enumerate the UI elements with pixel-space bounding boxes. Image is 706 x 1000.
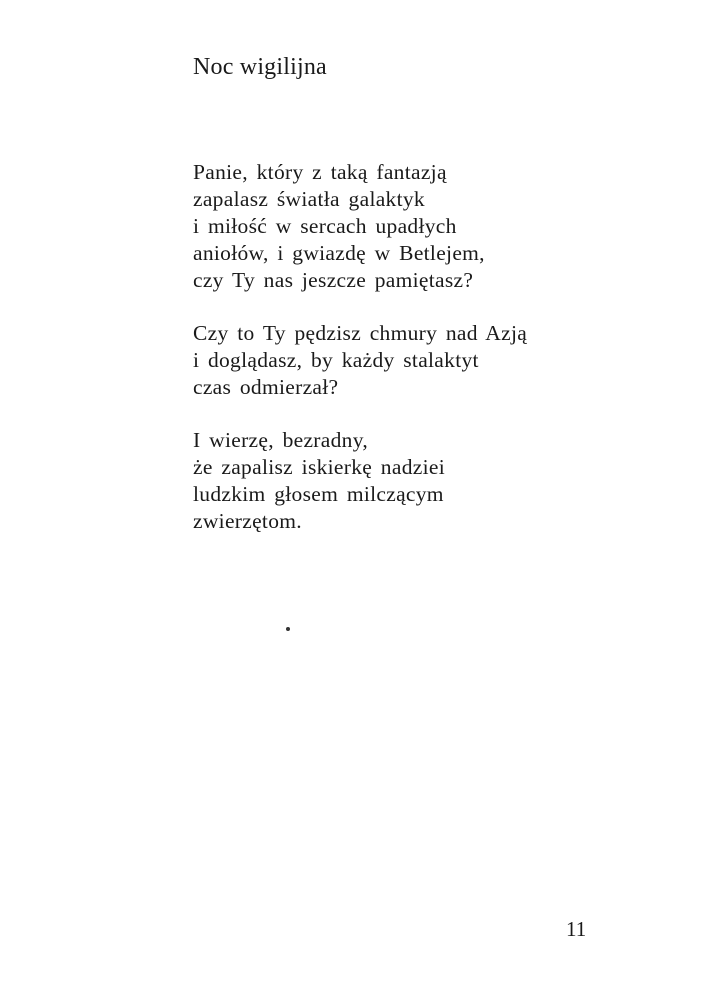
poem-line: i miłość w sercach upadłych (193, 214, 457, 238)
poem-line: aniołów, i gwiazdę w Betlejem, (193, 241, 485, 265)
poem-line: że zapalisz iskierkę nadziei (193, 455, 445, 479)
poem-line: czas odmierzał? (193, 375, 339, 399)
poem-line: Panie, który z taką fantazją (193, 160, 447, 184)
poem-line: zapalasz światła galaktyk (193, 187, 425, 211)
stanza-2 (193, 320, 527, 401)
poem-line: I wierzę, bezradny, (193, 428, 369, 452)
stanza-3 (193, 427, 445, 535)
poem-title: Noc wigilijna (193, 54, 327, 80)
poem-line: ludzkim głosem milczącym (193, 482, 444, 506)
page-number: 11 (566, 917, 587, 941)
poem-line: zwierzętom. (193, 509, 302, 533)
poem-line: i doglądasz, by każdy stalaktyt (193, 348, 479, 372)
poem-line: Czy to Ty pędzisz chmury nad Azją (193, 321, 528, 345)
poem-line: czy Ty nas jeszcze pamiętasz? (193, 268, 474, 292)
ornament-dot (286, 627, 290, 631)
stanza-1 (193, 159, 485, 294)
